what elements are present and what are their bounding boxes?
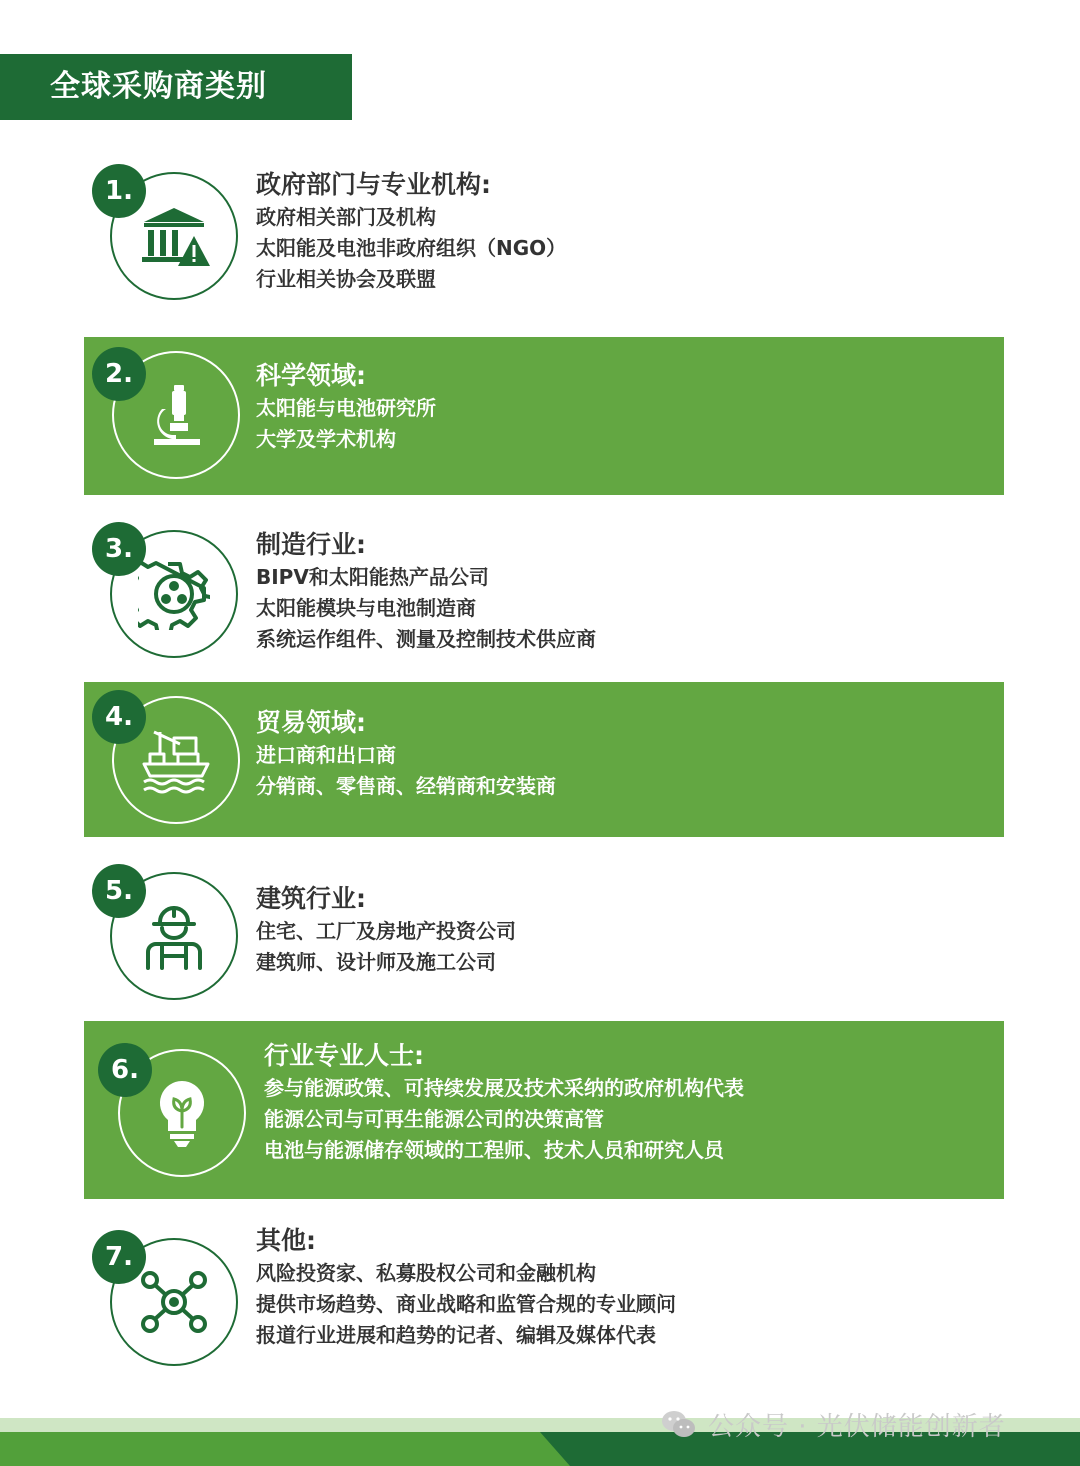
government-building-icon: [138, 200, 210, 272]
lightbulb-icon: [146, 1077, 218, 1149]
category-row-2: [84, 337, 1004, 495]
category-row-7: [84, 1222, 1004, 1382]
category-number-badge: 3.: [92, 522, 146, 576]
category-row-6: [84, 1021, 1004, 1199]
category-line: 风险投资家、私募股权公司和金融机构: [256, 1261, 596, 1285]
category-title: 制造行业:: [256, 530, 366, 559]
category-title: 其他:: [256, 1226, 316, 1255]
category-text: [256, 882, 516, 978]
category-line: 进口商和出口商: [256, 743, 396, 767]
category-title: 行业专业人士:: [264, 1041, 424, 1070]
category-number-badge: 1.: [92, 164, 146, 218]
category-title: 政府部门与专业机构:: [256, 170, 491, 199]
category-number-badge: 4.: [92, 690, 146, 744]
category-row-1: [84, 150, 1004, 320]
category-row-3: [84, 518, 1004, 668]
category-line: 建筑师、设计师及施工公司: [256, 950, 496, 974]
category-number-badge: 6.: [98, 1043, 152, 1097]
category-title: 建筑行业:: [256, 884, 366, 913]
category-line: 太阳能与电池研究所: [256, 396, 436, 420]
category-text: [256, 706, 556, 802]
category-text: [256, 168, 566, 295]
category-line: 大学及学术机构: [256, 427, 396, 451]
category-line: 能源公司与可再生能源公司的决策高管: [264, 1107, 604, 1131]
wechat-icon: [660, 1409, 696, 1439]
category-line: 提供市场趋势、商业战略和监管合规的专业顾问: [256, 1292, 676, 1316]
category-number-badge: 7.: [92, 1230, 146, 1284]
page-title: 全球采购商类别: [0, 54, 352, 120]
category-line: 行业相关协会及联盟: [256, 267, 436, 291]
category-line: 电池与能源储存领域的工程师、技术人员和研究人员: [264, 1138, 724, 1162]
category-number-badge: 5.: [92, 864, 146, 918]
category-line: BIPV和太阳能热产品公司: [256, 565, 489, 589]
category-text: [256, 1224, 676, 1351]
network-icon: [138, 1266, 210, 1338]
microscope-icon: [140, 379, 212, 451]
gear-icon: [138, 558, 210, 630]
category-line: 报道行业进展和趋势的记者、编辑及媒体代表: [256, 1323, 656, 1347]
category-line: 参与能源政策、可持续发展及技术采纳的政府机构代表: [264, 1076, 744, 1100]
category-row-5: [84, 862, 1004, 1012]
category-row-4: [84, 682, 1004, 837]
category-title: 科学领域:: [256, 361, 366, 390]
category-number-badge: 2.: [92, 347, 146, 401]
category-line: 太阳能及电池非政府组织（NGO）: [256, 236, 567, 260]
category-text: [264, 1039, 744, 1166]
category-text: [256, 359, 436, 455]
construction-worker-icon: [138, 900, 210, 972]
category-line: 系统运作组件、测量及控制技术供应商: [256, 627, 596, 651]
watermark: [660, 1404, 1006, 1444]
category-title: 贸易领域:: [256, 708, 366, 737]
category-line: 政府相关部门及机构: [256, 205, 436, 229]
category-line: 分销商、零售商、经销商和安装商: [256, 774, 556, 798]
category-text: [256, 528, 596, 655]
category-line: 住宅、工厂及房地产投资公司: [256, 919, 516, 943]
category-line: 太阳能模块与电池制造商: [256, 596, 476, 620]
cargo-ship-icon: [140, 724, 212, 796]
watermark-text: 公众号 · 光伏储能创新者: [708, 1411, 1006, 1442]
